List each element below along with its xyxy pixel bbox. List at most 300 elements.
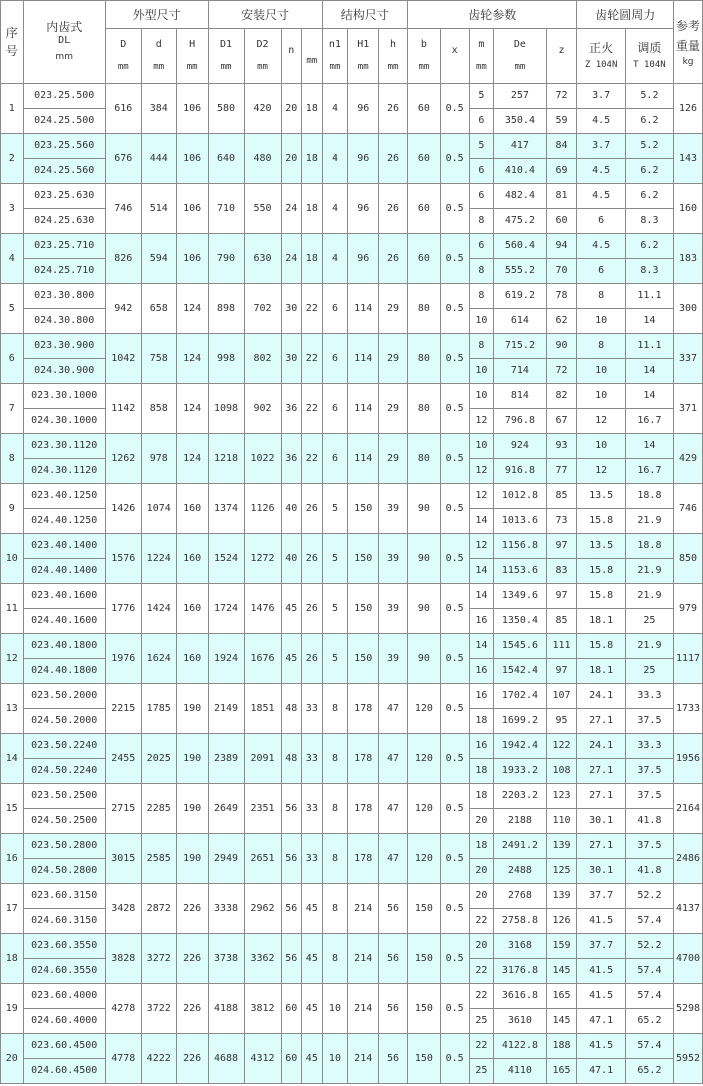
- cell-force-z: 24.1: [577, 734, 625, 759]
- cell-weight: 160: [674, 184, 703, 234]
- cell-force-z: 37.7: [577, 934, 625, 959]
- cell-De: 555.2: [494, 259, 546, 284]
- cell-D: 942: [105, 284, 141, 334]
- cell-D2: 3812: [244, 984, 281, 1034]
- cell-seq: 3: [1, 184, 24, 234]
- cell-b: 120: [407, 684, 440, 734]
- cell-n1: 4: [322, 84, 348, 134]
- cell-model: 023.50.2500: [23, 784, 105, 809]
- col-header-unit: mm: [153, 62, 165, 72]
- col-header-name: D2: [256, 39, 269, 50]
- cell-model: 023.25.500: [23, 84, 105, 109]
- cell-D1: 2149: [208, 684, 244, 734]
- cell-model: 023.40.1250: [23, 484, 105, 509]
- cell-d: 1624: [141, 634, 176, 684]
- cell-n1: 8: [322, 684, 348, 734]
- col-header-3: [208, 29, 244, 84]
- cell-m: 16: [469, 659, 494, 684]
- cell-z: 82: [546, 384, 577, 409]
- cell-d: 444: [141, 134, 176, 184]
- cell-force-z: 18.1: [577, 659, 625, 684]
- cell-z: 165: [546, 984, 577, 1009]
- cell-force-z: 12: [577, 409, 625, 434]
- cell-force-z: 15.8: [577, 509, 625, 534]
- cell-force-t: 25: [625, 659, 673, 684]
- cell-d: 3722: [141, 984, 176, 1034]
- cell-m: 22: [469, 909, 494, 934]
- cell-d: 2872: [141, 884, 176, 934]
- cell-m: 22: [469, 984, 494, 1009]
- cell-H1: 150: [348, 484, 379, 534]
- cell-m: 8: [469, 334, 494, 359]
- cell-D1: 710: [208, 184, 244, 234]
- cell-model: 024.50.2500: [23, 809, 105, 834]
- cell-n1: 5: [322, 534, 348, 584]
- cell-force-z: 3.7: [577, 134, 625, 159]
- cell-D2: 550: [244, 184, 281, 234]
- cell-D: 3428: [105, 884, 141, 934]
- cell-b: 60: [407, 234, 440, 284]
- cell-De: 714: [494, 359, 546, 384]
- col-header-8: [348, 29, 379, 84]
- cell-force-t: 25: [625, 609, 673, 634]
- cell-force-t: 41.8: [625, 859, 673, 884]
- cell-b: 80: [407, 284, 440, 334]
- cell-m: 8: [469, 284, 494, 309]
- cell-force-t: 11.1: [625, 334, 673, 359]
- cell-force-z: 4.5: [577, 234, 625, 259]
- cell-force-z: 41.5: [577, 1034, 625, 1059]
- header-gear-force: 齿轮圆周力: [577, 1, 674, 29]
- cell-H1: 150: [348, 634, 379, 684]
- cell-force-z: 47.1: [577, 1059, 625, 1084]
- cell-De: 2768: [494, 884, 546, 909]
- cell-De: 3176.8: [494, 959, 546, 984]
- cell-m: 5: [469, 84, 494, 109]
- cell-force-t: 14: [625, 359, 673, 384]
- col-header-0: [105, 29, 141, 84]
- table-row: [1, 734, 703, 759]
- header-gear-params: 齿轮参数: [407, 1, 577, 29]
- cell-force-t: 57.4: [625, 959, 673, 984]
- cell-n1: 4: [322, 234, 348, 284]
- cell-h: 26: [379, 84, 408, 134]
- cell-h: 39: [379, 584, 408, 634]
- cell-D2: 1851: [244, 684, 281, 734]
- table-row: [1, 784, 703, 809]
- cell-n1: 6: [322, 434, 348, 484]
- table-row: [1, 484, 703, 509]
- cell-b: 150: [407, 934, 440, 984]
- cell-D: 1426: [105, 484, 141, 534]
- cell-De: 1699.2: [494, 709, 546, 734]
- cell-seq: 17: [1, 884, 24, 934]
- col-header-name: x: [451, 45, 458, 56]
- cell-m: 8: [469, 209, 494, 234]
- cell-H1: 214: [348, 984, 379, 1034]
- cell-hole-dia: 33: [302, 784, 323, 834]
- cell-De: 614: [494, 309, 546, 334]
- cell-force-z: 4.5: [577, 109, 625, 134]
- cell-m: 12: [469, 534, 494, 559]
- cell-D: 746: [105, 184, 141, 234]
- cell-force-z: 24.1: [577, 684, 625, 709]
- cell-De: 2488: [494, 859, 546, 884]
- cell-D2: 4312: [244, 1034, 281, 1084]
- cell-d: 2585: [141, 834, 176, 884]
- cell-d: 514: [141, 184, 176, 234]
- cell-force-t: 14: [625, 384, 673, 409]
- cell-hole-dia: 18: [302, 134, 323, 184]
- cell-n1: 6: [322, 384, 348, 434]
- cell-D2: 802: [244, 334, 281, 384]
- cell-D1: 998: [208, 334, 244, 384]
- cell-model: 024.50.2800: [23, 859, 105, 884]
- col-header-5: [281, 29, 302, 84]
- cell-z: 90: [546, 334, 577, 359]
- cell-b: 150: [407, 984, 440, 1034]
- cell-weight: 183: [674, 234, 703, 284]
- cell-H1: 114: [348, 384, 379, 434]
- cell-force-t: 57.4: [625, 909, 673, 934]
- cell-b: 90: [407, 534, 440, 584]
- cell-force-z: 27.1: [577, 709, 625, 734]
- cell-model: 023.25.560: [23, 134, 105, 159]
- cell-weight: 337: [674, 334, 703, 384]
- cell-D: 3828: [105, 934, 141, 984]
- cell-z: 73: [546, 509, 577, 534]
- cell-z: 60: [546, 209, 577, 234]
- cell-hole-dia: 22: [302, 384, 323, 434]
- cell-De: 1349.6: [494, 584, 546, 609]
- cell-D1: 1218: [208, 434, 244, 484]
- subheader-row: [1, 29, 703, 84]
- cell-d: 4222: [141, 1034, 176, 1084]
- col-header-12: [469, 29, 494, 84]
- cell-m: 16: [469, 734, 494, 759]
- col-header-14: [546, 29, 577, 84]
- cell-force-t: 52.2: [625, 884, 673, 909]
- cell-n: 48: [281, 734, 302, 784]
- cell-z: 95: [546, 709, 577, 734]
- cell-m: 14: [469, 509, 494, 534]
- header-inner-gear-label: 内齿式: [46, 20, 83, 34]
- cell-D: 1262: [105, 434, 141, 484]
- col-header-unit: mm: [186, 62, 198, 72]
- cell-H: 124: [176, 434, 208, 484]
- cell-n: 56: [281, 934, 302, 984]
- cell-De: 482.4: [494, 184, 546, 209]
- cell-z: 108: [546, 759, 577, 784]
- cell-D1: 1098: [208, 384, 244, 434]
- header-outer-dims: 外型尺寸: [105, 1, 208, 29]
- col-header-name: m: [478, 39, 485, 50]
- cell-H1: 178: [348, 834, 379, 884]
- cell-z: 165: [546, 1059, 577, 1084]
- cell-H: 226: [176, 984, 208, 1034]
- col-header-10: [407, 29, 440, 84]
- cell-force-t: 65.2: [625, 1009, 673, 1034]
- cell-H1: 214: [348, 934, 379, 984]
- cell-m: 20: [469, 809, 494, 834]
- cell-H: 160: [176, 534, 208, 584]
- table-row: [1, 684, 703, 709]
- cell-hole-dia: 18: [302, 84, 323, 134]
- cell-H1: 96: [348, 134, 379, 184]
- cell-H: 106: [176, 184, 208, 234]
- cell-h: 26: [379, 234, 408, 284]
- cell-n1: 8: [322, 884, 348, 934]
- cell-z: 97: [546, 659, 577, 684]
- cell-D: 4778: [105, 1034, 141, 1084]
- cell-hole-dia: 26: [302, 634, 323, 684]
- cell-D: 3015: [105, 834, 141, 884]
- cell-D1: 4688: [208, 1034, 244, 1084]
- cell-force-z: 15.8: [577, 584, 625, 609]
- cell-De: 3616.8: [494, 984, 546, 1009]
- cell-H1: 178: [348, 734, 379, 784]
- cell-d: 1224: [141, 534, 176, 584]
- cell-H: 106: [176, 84, 208, 134]
- cell-b: 120: [407, 784, 440, 834]
- cell-hole-dia: 22: [302, 434, 323, 484]
- cell-n: 20: [281, 134, 302, 184]
- cell-D2: 1272: [244, 534, 281, 584]
- col-header-unit: mm: [475, 62, 487, 72]
- cell-De: 2203.2: [494, 784, 546, 809]
- cell-weight: 1733: [674, 684, 703, 734]
- cell-m: 6: [469, 234, 494, 259]
- col-header-name: b: [420, 39, 427, 50]
- cell-m: 25: [469, 1009, 494, 1034]
- cell-z: 159: [546, 934, 577, 959]
- cell-De: 4122.8: [494, 1034, 546, 1059]
- cell-weight: 371: [674, 384, 703, 434]
- cell-model: 023.60.4000: [23, 984, 105, 1009]
- cell-D1: 1374: [208, 484, 244, 534]
- cell-model: 024.60.4500: [23, 1059, 105, 1084]
- header-install-dims: 安装尺寸: [208, 1, 322, 29]
- cell-hole-dia: 45: [302, 984, 323, 1034]
- cell-force-t: 11.1: [625, 284, 673, 309]
- cell-model: 024.30.1000: [23, 409, 105, 434]
- cell-n: 60: [281, 984, 302, 1034]
- cell-De: 1702.4: [494, 684, 546, 709]
- cell-m: 16: [469, 684, 494, 709]
- cell-x: 0.5: [440, 184, 469, 234]
- cell-D: 826: [105, 234, 141, 284]
- cell-z: 123: [546, 784, 577, 809]
- col-header-1: [141, 29, 176, 84]
- cell-b: 150: [407, 884, 440, 934]
- cell-D1: 1924: [208, 634, 244, 684]
- table-row: [1, 934, 703, 959]
- cell-force-t: 65.2: [625, 1059, 673, 1084]
- cell-weight: 143: [674, 134, 703, 184]
- cell-weight: 5952: [674, 1034, 703, 1084]
- cell-m: 10: [469, 359, 494, 384]
- col-header-name: n: [288, 45, 295, 56]
- cell-seq: 12: [1, 634, 24, 684]
- cell-model: 024.40.1250: [23, 509, 105, 534]
- cell-D: 676: [105, 134, 141, 184]
- cell-model: 024.60.3150: [23, 909, 105, 934]
- cell-H1: 96: [348, 184, 379, 234]
- cell-x: 0.5: [440, 534, 469, 584]
- cell-force-z: 30.1: [577, 859, 625, 884]
- cell-force-t: 8.3: [625, 209, 673, 234]
- cell-m: 6: [469, 184, 494, 209]
- cell-De: 1350.4: [494, 609, 546, 634]
- table-row: [1, 984, 703, 1009]
- cell-model: 024.50.2000: [23, 709, 105, 734]
- cell-H: 160: [176, 584, 208, 634]
- cell-hole-dia: 45: [302, 1034, 323, 1084]
- cell-force-z: 30.1: [577, 809, 625, 834]
- cell-force-z: 27.1: [577, 759, 625, 784]
- col-header-2: [176, 29, 208, 84]
- cell-H: 106: [176, 234, 208, 284]
- cell-D1: 898: [208, 284, 244, 334]
- cell-force-z: 8: [577, 284, 625, 309]
- cell-hole-dia: 26: [302, 484, 323, 534]
- table-row: [1, 334, 703, 359]
- cell-model: 023.30.900: [23, 334, 105, 359]
- cell-model: 023.50.2240: [23, 734, 105, 759]
- cell-D2: 480: [244, 134, 281, 184]
- cell-seq: 6: [1, 334, 24, 384]
- cell-model: 023.40.1800: [23, 634, 105, 659]
- table-row: [1, 84, 703, 109]
- cell-force-t: 5.2: [625, 134, 673, 159]
- cell-z: 81: [546, 184, 577, 209]
- cell-m: 18: [469, 709, 494, 734]
- cell-De: 3168: [494, 934, 546, 959]
- col-header-name: n1: [328, 39, 341, 50]
- cell-De: 814: [494, 384, 546, 409]
- cell-weight: 1117: [674, 634, 703, 684]
- cell-force-t: 52.2: [625, 934, 673, 959]
- col-header-9: [379, 29, 408, 84]
- cell-z: 85: [546, 609, 577, 634]
- cell-seq: 20: [1, 1034, 24, 1084]
- cell-hole-dia: 45: [302, 934, 323, 984]
- cell-z: 67: [546, 409, 577, 434]
- cell-De: 1013.6: [494, 509, 546, 534]
- cell-n: 45: [281, 584, 302, 634]
- cell-D2: 2091: [244, 734, 281, 784]
- cell-force-z: 6: [577, 259, 625, 284]
- cell-hole-dia: 45: [302, 884, 323, 934]
- cell-hole-dia: 26: [302, 534, 323, 584]
- cell-model: 024.30.900: [23, 359, 105, 384]
- cell-De: 2491.2: [494, 834, 546, 859]
- cell-D2: 3362: [244, 934, 281, 984]
- cell-De: 619.2: [494, 284, 546, 309]
- cell-hole-dia: 22: [302, 284, 323, 334]
- cell-De: 560.4: [494, 234, 546, 259]
- cell-H: 226: [176, 1034, 208, 1084]
- cell-m: 22: [469, 1034, 494, 1059]
- cell-h: 29: [379, 334, 408, 384]
- cell-b: 120: [407, 734, 440, 784]
- col-header-unit: mm: [418, 62, 430, 72]
- cell-model: 023.50.2000: [23, 684, 105, 709]
- cell-n: 24: [281, 234, 302, 284]
- cell-force-t: 37.5: [625, 834, 673, 859]
- header-seq: 序号: [1, 1, 24, 84]
- cell-De: 410.4: [494, 159, 546, 184]
- cell-De: 715.2: [494, 334, 546, 359]
- cell-weight: 126: [674, 84, 703, 134]
- cell-n: 48: [281, 684, 302, 734]
- cell-seq: 5: [1, 284, 24, 334]
- cell-m: 22: [469, 959, 494, 984]
- cell-hole-dia: 33: [302, 734, 323, 784]
- cell-n: 30: [281, 284, 302, 334]
- cell-De: 475.2: [494, 209, 546, 234]
- cell-weight: 5298: [674, 984, 703, 1034]
- cell-D1: 1724: [208, 584, 244, 634]
- cell-D1: 790: [208, 234, 244, 284]
- cell-x: 0.5: [440, 784, 469, 834]
- cell-z: 93: [546, 434, 577, 459]
- cell-h: 47: [379, 784, 408, 834]
- cell-m: 20: [469, 934, 494, 959]
- cell-force-z: 6: [577, 209, 625, 234]
- cell-z: 110: [546, 809, 577, 834]
- cell-force-z: 12: [577, 459, 625, 484]
- col-header-name: H1: [357, 39, 370, 50]
- cell-model: 023.30.1000: [23, 384, 105, 409]
- cell-De: 4110: [494, 1059, 546, 1084]
- cell-z: 83: [546, 559, 577, 584]
- cell-De: 1156.8: [494, 534, 546, 559]
- cell-z: 111: [546, 634, 577, 659]
- cell-n: 30: [281, 334, 302, 384]
- cell-m: 14: [469, 559, 494, 584]
- cell-weight: 4137: [674, 884, 703, 934]
- cell-x: 0.5: [440, 884, 469, 934]
- cell-weight: 1956: [674, 734, 703, 784]
- cell-D: 1776: [105, 584, 141, 634]
- cell-model: 024.60.4000: [23, 1009, 105, 1034]
- cell-force-t: 18.8: [625, 484, 673, 509]
- cell-b: 120: [407, 834, 440, 884]
- cell-D1: 580: [208, 84, 244, 134]
- cell-seq: 15: [1, 784, 24, 834]
- header-dl-label: DL: [58, 35, 71, 46]
- cell-m: 12: [469, 459, 494, 484]
- col-header-7: [322, 29, 348, 84]
- col-header-unit: mm: [306, 56, 318, 66]
- cell-seq: 4: [1, 234, 24, 284]
- cell-model: 024.50.2240: [23, 759, 105, 784]
- cell-seq: 11: [1, 584, 24, 634]
- cell-hole-dia: 33: [302, 834, 323, 884]
- cell-H: 226: [176, 934, 208, 984]
- cell-z: 139: [546, 834, 577, 859]
- cell-z: 62: [546, 309, 577, 334]
- cell-force-z: 10: [577, 384, 625, 409]
- table-row: [1, 884, 703, 909]
- cell-model: 024.30.800: [23, 309, 105, 334]
- cell-model: 024.25.710: [23, 259, 105, 284]
- cell-n: 20: [281, 84, 302, 134]
- header-dl-unit: mm: [55, 52, 73, 62]
- cell-De: 417: [494, 134, 546, 159]
- col-header-4: [244, 29, 281, 84]
